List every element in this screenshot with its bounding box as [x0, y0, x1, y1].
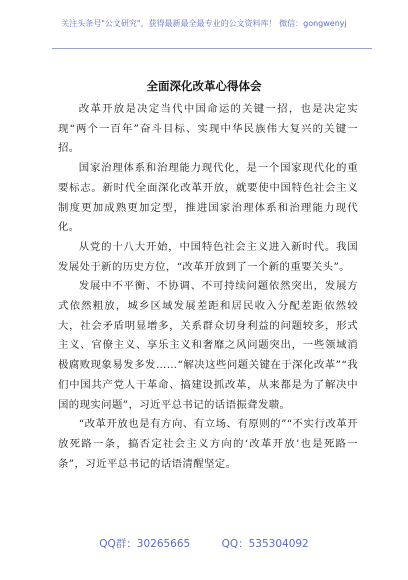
paragraph: 国家治理体系和治理能力现代化，是一个国家现代化的重要标志。新时代全面深化改革开放，就要使中国特色社会主义制度更加成熟更加定型，推进国家治理体系和治理能力现代化。 [58, 162, 358, 234]
qq-group-number: QQ群：30265665 [99, 538, 191, 550]
document-body [58, 100, 358, 474]
paragraph: “改革开放也是有方向、有立场、有原则的”“不实行改革开放死路一条，搞否定社会主义方向的‘改革开放’也是死路一条”，习近平总书记的话语清醒坚定。 [58, 418, 358, 470]
document-title: 全面深化改革心得体会 [146, 79, 262, 93]
header-divider [52, 48, 372, 49]
qq-number: QQ：535304092 [221, 538, 309, 550]
paragraph: 改革开放是决定当代中国命运的关键一招，也是决定实现“两个一百年”奋斗目标、实现中华民族伟大复兴的关键一招。 [58, 103, 358, 155]
promo-header: 关注头条号"公文研究"，获得最新最全最专业的公文资料库！ 微信：gongwenyj [61, 19, 347, 28]
paragraph: 从党的十八大开始，中国特色社会主义进入新时代。我国发展处于新的历史方位，“改革开放到了一个新的重要关头”。 [58, 240, 358, 273]
contact-footer [0, 536, 408, 551]
paragraph: 发展中不平衡、不协调、不可持续问题依然突出，发展方式依然粗放，城乡区域发展差距和居民收入分配差距依然较大，社会矛盾明显增多，关系群众切身利益的问题较多，形式主义、官僚主义、享乐主义和奢靡之风问题突出，一些领域消极腐败现象易发多发……“解决这些问题关键在于深化改革”“我们中国共产党人干革命、搞建设抓改革，从来都是为了解决中国的现实问题”，习近平总书记的话语振聋发聩。 [58, 280, 358, 411]
